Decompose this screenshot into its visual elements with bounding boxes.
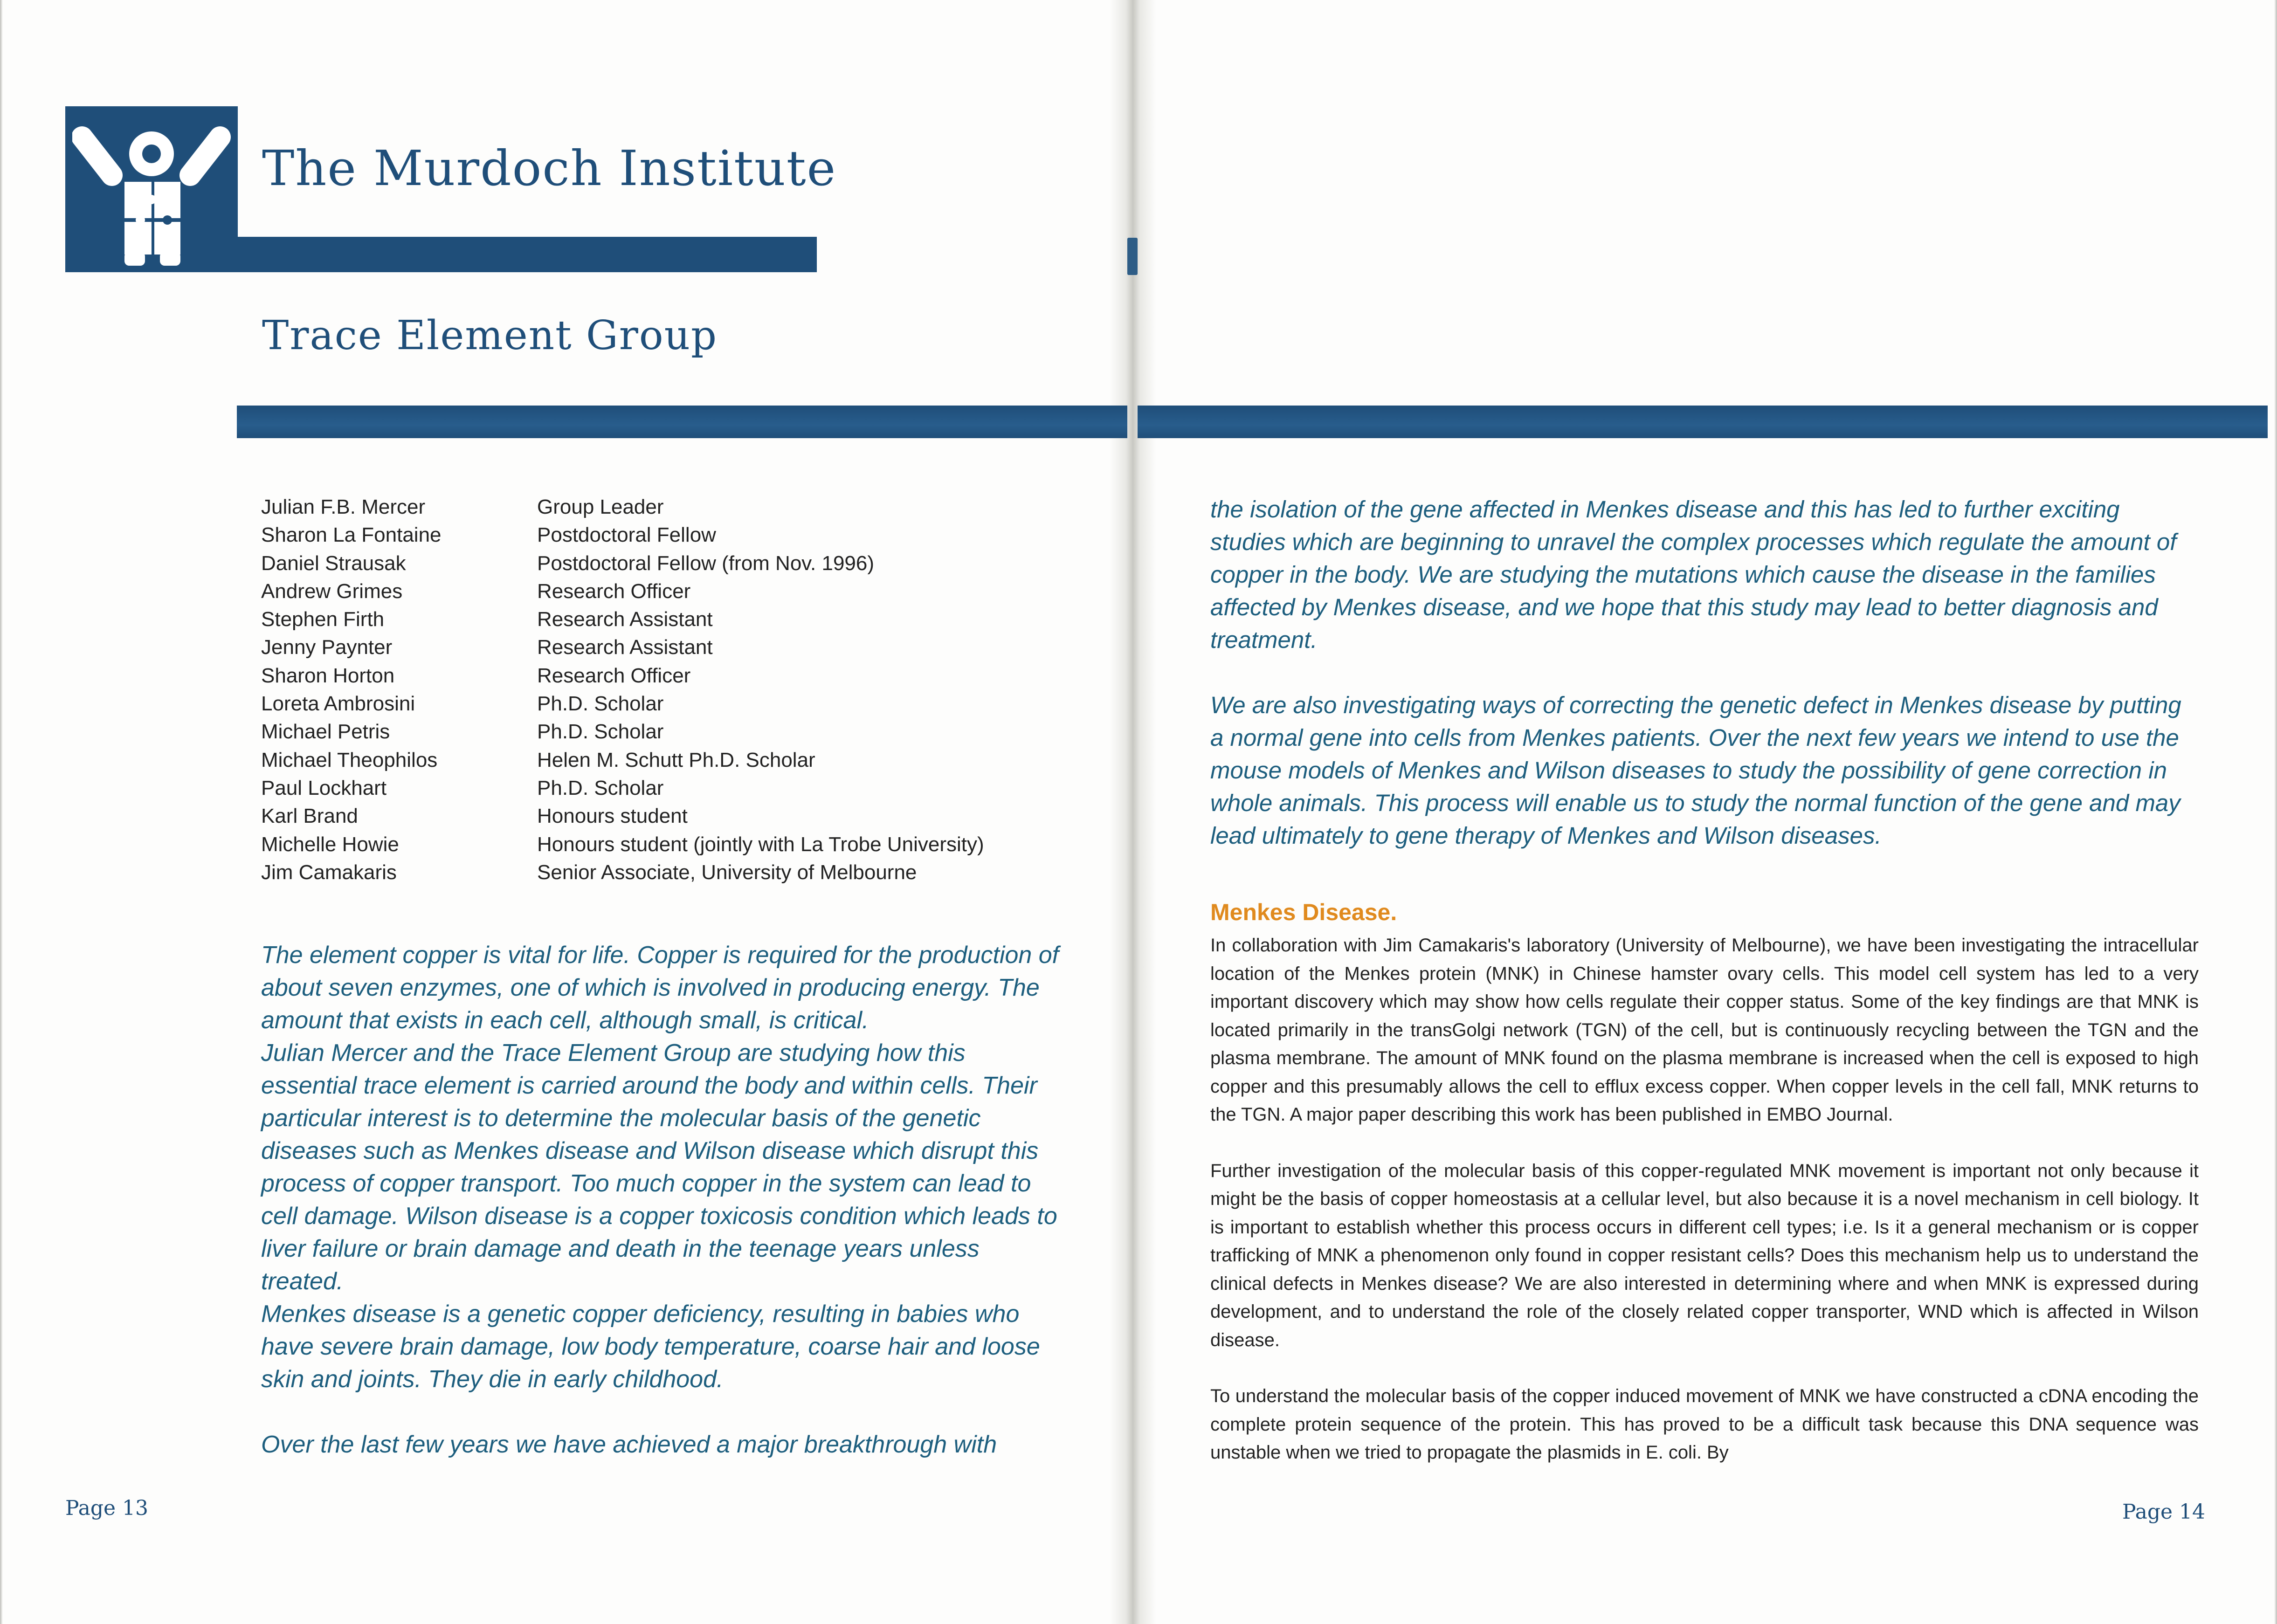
body-paragraph: Further investigation of the molecular basis of this copper-regulated MNK movement is important not only because it might be the basis of copper homeostasis at a cellular level, but also because it is a novel mechanism in cell biology. It is important to establish whether this process occurs in different cell types; i.e. Is it a general mechanism or is copper trafficking of MNK a phenomenon only found in copper resistant cells? Does this mechanism help us to understand the clinical defects in Menkes disease? We are also interested in determining where and when MNK is expressed during development, and to understand the role of the closely related copper transporter, WND which is affected in Wilson disease. xyxy=(1210,1160,2199,1350)
body-paragraph: In collaboration with Jim Camakaris's laboratory (University of Melbourne), we have been investigating the intracellular location of the Menkes protein (MNK) in Chinese hamster ovary cells. This model cell system has led to a very important discovery which may show how cells regulate their copper status. Some of the key findings are that MNK is located primarily in the transGolgi network (TGN) of the cell, but is continuously recycling between the TGN and the plasma membrane. The amount of MNK found on the plasma membrane is increased when the cell is exposed to high copper and this presumably allows the cell to efflux excess copper. When copper levels in the cell fall, MNK returns to the TGN. A major paper describing this work has been published in EMBO Journal. xyxy=(1210,935,2199,1125)
staff-name: Andrew Grimes xyxy=(261,579,403,603)
staff-row xyxy=(261,690,1054,718)
staff-name: Michael Petris xyxy=(261,720,390,743)
staff-role: Senior Associate, University of Melbourne xyxy=(537,860,917,884)
body-paragraph: To understand the molecular basis of the copper induced movement of MNK we have constructed a cDNA encoding the complete protein sequence of the protein. This has proved to be a difficult task because this DNA sequence was unstable when we tried to propagate the plasmids in E. coli. By xyxy=(1210,1386,2199,1463)
staff-row xyxy=(261,718,1054,746)
institute-title: The Murdoch Institute xyxy=(262,140,837,197)
gutter-marker xyxy=(1127,238,1138,275)
staff-role: Ph.D. Scholar xyxy=(537,720,664,743)
staff-table xyxy=(261,493,1054,887)
staff-role: Helen M. Schutt Ph.D. Scholar xyxy=(537,748,815,771)
staff-row xyxy=(261,521,1054,549)
staff-role: Research Officer xyxy=(537,664,691,687)
menkes-body xyxy=(1210,931,2199,1495)
staff-role: Postdoctoral Fellow (from Nov. 1996) xyxy=(537,551,875,575)
staff-row xyxy=(261,550,1054,578)
menkes-heading: Menkes Disease. xyxy=(1210,899,1397,925)
staff-name: Michael Theophilos xyxy=(261,748,438,771)
staff-name: Daniel Strausak xyxy=(261,551,406,575)
staff-name: Sharon La Fontaine xyxy=(261,523,442,547)
staff-role: Honours student (jointly with La Trobe University) xyxy=(537,833,984,856)
staff-role: Postdoctoral Fellow xyxy=(537,523,716,547)
left-page-edge xyxy=(0,0,3,1624)
staff-row xyxy=(261,633,1054,661)
staff-name: Michelle Howie xyxy=(261,833,399,856)
child-puzzle-logo-icon xyxy=(72,112,231,266)
intro-paragraph: The element copper is vital for life. Copper is required for the production of about seven enzymes, one of which is involved in producing energy. The amount that exists in each cell, although small, is critical. xyxy=(261,942,1059,1034)
group-title: Trace Element Group xyxy=(262,312,718,359)
page-number-left: Page 13 xyxy=(65,1496,149,1520)
intro-paragraph: Over the last few years we have achieved a major breakthrough with xyxy=(261,1431,997,1458)
right-page-edge xyxy=(2274,0,2277,1624)
staff-name: Julian F.B. Mercer xyxy=(261,495,426,518)
staff-name: Jenny Paynter xyxy=(261,636,393,659)
staff-role: Ph.D. Scholar xyxy=(537,776,664,799)
staff-row xyxy=(261,859,1054,887)
intro-paragraph: Julian Mercer and the Trace Element Group are studying how this essential trace element is carried around the body and within cells. Their particular interest is to determine the molecular basis of the genetic diseases such as Menkes disease and Wilson disease which disrupt this process of copper transport. Too much copper in the system can lead to cell damage. Wilson disease is a copper toxicosis condition which leads to liver failure or brain damage and death in the teenage years unless treated. xyxy=(261,1039,1057,1295)
staff-name: Jim Camakaris xyxy=(261,860,397,884)
staff-role: Honours student xyxy=(537,805,688,828)
staff-name: Sharon Horton xyxy=(261,664,395,687)
staff-row xyxy=(261,662,1054,690)
staff-name: Paul Lockhart xyxy=(261,776,387,799)
staff-row xyxy=(261,493,1054,521)
page-number-right: Page 14 xyxy=(2122,1500,2206,1524)
header-band-right xyxy=(1138,406,2268,438)
staff-row xyxy=(261,746,1054,774)
staff-name: Loreta Ambrosini xyxy=(261,692,415,716)
staff-role: Research Assistant xyxy=(537,636,713,659)
staff-role: Ph.D. Scholar xyxy=(537,692,664,716)
right-intro-paragraph: We are also investigating ways of correcting the genetic defect in Menkes disease by putting a normal gene into cells from Menkes patients. Over the next few years we intend to use the mouse models of Menkes and Wilson diseases to study the possibility of gene correction in whole animals. This process will enable us to study the normal function of the gene and may lead ultimately to gene therapy of Menkes and Wilson diseases. xyxy=(1210,692,2181,849)
staff-role: Research Officer xyxy=(537,579,691,603)
staff-name: Karl Brand xyxy=(261,805,358,828)
staff-row xyxy=(261,831,1054,859)
right-intro-text xyxy=(1210,493,2199,885)
staff-row xyxy=(261,578,1054,606)
right-intro-paragraph: the isolation of the gene affected in Menkes disease and this has led to further exciting studies which are beginning to unravel the complex processes which regulate the amount of copper in the body. We are studying the mutations which cause the disease in the families affected by Menkes disease, and we hope that this study may lead to better diagnosis and treatment. xyxy=(1210,496,2177,653)
staff-role: Group Leader xyxy=(537,495,664,518)
intro-text xyxy=(261,939,1063,1461)
staff-row xyxy=(261,802,1054,830)
staff-row xyxy=(261,606,1054,633)
header-band-left xyxy=(237,406,1127,438)
staff-role: Research Assistant xyxy=(537,608,713,631)
intro-paragraph: Menkes disease is a genetic copper deficiency, resulting in babies who have severe brain damage, low body temperature, coarse hair and loose skin and joints. They die in early childhood. xyxy=(261,1301,1040,1393)
staff-name: Stephen Firth xyxy=(261,608,385,631)
staff-row xyxy=(261,774,1054,802)
